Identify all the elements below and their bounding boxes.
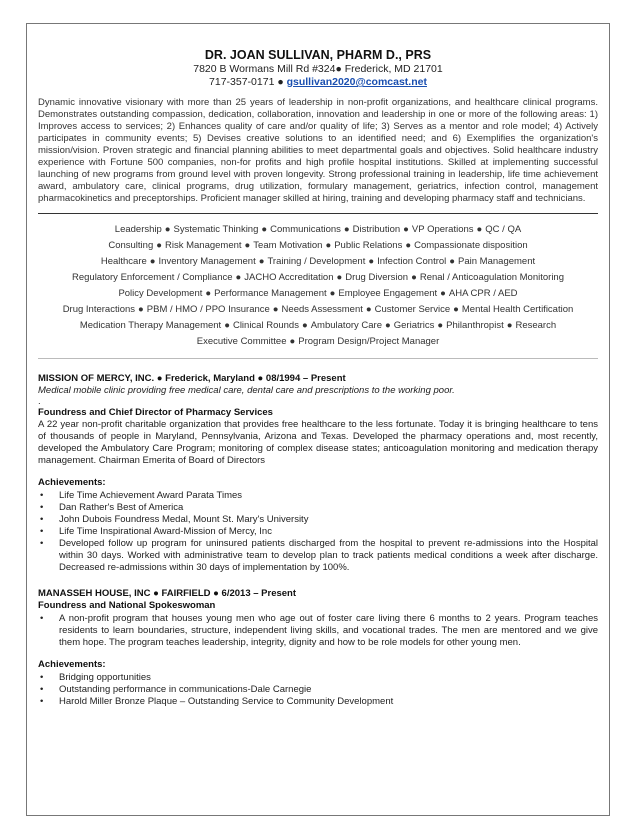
separator-bullet: ● [156,240,162,251]
separator-bullet: ● [244,240,251,251]
skill-item: Policy Development [118,288,203,299]
skill-item: Communications [270,224,341,235]
separator-bullet: ● [403,224,409,235]
separator-bullet: ● [506,320,513,331]
skill-item: Consulting [108,240,154,251]
skill-item: Healthcare [100,256,147,267]
section-divider [38,213,598,220]
separator-bullet: ● [405,240,412,251]
skill-item: Performance Management [214,288,327,299]
skill-item: Philanthropist [446,320,504,331]
separator-bullet: ● [329,288,336,299]
professional-summary: Dynamic innovative visionary with more than 25 years of leadership in non-profit organizations, and healthcare clinical programs. Demonstrates outstanding compassion, dedication, collaboration, innovation and leadership in one or more of the following areas: 1) Improves access to services; 2) Enhances quality of care and/or quality of life; 3) Serves as a mentor and role model; 4) Actively participates in community events; 5) Devises creative solutions to an identified need; and 6) Exemplifies the organization's mission/vision. Proven strategic and financial planning abilities to meet departmental goals and objectives. Solid healthcare industry experience with Fortune 500 companies, non-for profits and high profile hospital institutions. Skilled at implementing successful launching of new programs from ground level with proven longevity. Strong professional training in leadership, life time achievement award, ambulatory care, clinical programs, drug utilization, formulary management, geriatrics, infection control, management pharmacokinetics and preceptorships. Proficient manager skilled at hiring, training and developing pharmacy staff and technicians. [38,97,598,204]
skills-line [38,318,598,334]
bullet-icon: • [40,502,44,513]
bullet-icon: • [40,684,44,695]
separator-bullet: ● [138,304,144,315]
skill-item: Mental Health Certification [461,304,574,315]
candidate-name: DR. JOAN SULLIVAN, PHARM D., PRS [204,48,432,62]
list-item: • Developed follow up program for uninsured patients discharged from the hospital to prevent re-admissions into the Hospital within 30 days. Worked with administrative team to develop plan to track patients medical conditions a week after discharge. Decreased re-admissions within 30 days of implementation by 100%. [40,538,598,573]
list-item: • Life Time Achievement Award Parata Times [40,490,243,501]
skill-item: AHA CPR / AED [448,288,518,299]
skills-line [38,302,598,318]
separator-bullet: ● [411,272,417,283]
achievements-heading: Achievements: [38,477,106,488]
achievements-list [38,490,598,574]
bullet-icon: • [40,672,44,683]
separator-bullet: ● [385,320,391,331]
skill-item: Geriatrics [393,320,435,331]
skill-item: Team Motivation [253,240,323,251]
skill-item: Customer Service [374,304,451,315]
list-item: • Dan Rather's Best of America [40,502,184,513]
job-mission-of-mercy [38,373,598,574]
skills-line [38,238,598,254]
skill-item: Drug Interactions [62,304,136,315]
skill-item: Distribution [352,224,401,235]
skill-item: Infection Control [377,256,447,267]
skill-item: Ambulatory Care [310,320,382,331]
bullet-icon: • [40,526,44,537]
job-bullets [38,613,598,649]
skill-item: Drug Diversion [345,272,409,283]
skill-item: Employee Engagement [338,288,438,299]
job-manasseh-house [38,588,598,708]
skill-item: Executive Committee [196,336,287,347]
skill-item: Risk Management [164,240,242,251]
list-item: • A non-profit program that houses young men who age out of foster care living there 6 months to 2 years. Program teaches residents to learn boundaries, structure, independent living skills, and vocational trades. The men are mentored and we give them hope. The program teaches leadership, integrity, dignity and how to be role models for other young men. [40,613,598,648]
list-item: • Life Time Inspirational Award-Mission of Mercy, Inc [40,526,272,537]
skill-item: Medication Therapy Management [79,320,222,331]
separator-bullet: ● [365,304,372,315]
separator-bullet: ● [289,336,296,347]
bullet-icon: • [40,613,44,624]
skill-item: Compassionate disposition [414,240,528,251]
phone-number: 717-357-0171 ● [209,76,284,88]
email-link[interactable]: gsullivan2020@comcast.net [286,76,427,88]
separator-bullet: ● [224,320,230,331]
job-description: Medical mobile clinic providing free medical care, dental care and prescriptions to the working poor. [38,385,455,396]
bullet-icon: • [40,696,44,707]
bullet-icon: • [40,538,44,549]
skill-item: Needs Assessment [281,304,363,315]
skill-item: JACHO Accreditation [244,272,334,283]
separator-bullet: ● [343,224,350,235]
separator-bullet: ● [164,224,171,235]
skill-item: Leadership [114,224,162,235]
skill-item: VP Operations [411,224,474,235]
skill-item: Program Design/Project Manager [298,336,440,347]
address-line: 7820 B Wormans Mill Rd #324● Frederick, MD 21701 [193,63,443,75]
separator-bullet: ● [301,320,308,331]
achievements-list [38,672,598,708]
list-item: • Harold Miller Bronze Plaque – Outstanding Service to Community Development [40,696,394,707]
skill-item: Training / Development [267,256,366,267]
list-item: • John Dubois Foundress Medal, Mount St. Mary's University [40,514,309,525]
skills-line [38,334,598,350]
resume-page [38,48,598,708]
skills-line [38,222,598,238]
separator-bullet: ● [368,256,375,267]
job-heading: MISSION OF MERCY, INC. ● Frederick, Maryland ● 08/1994 – Present [38,373,346,384]
section-divider-thin [38,358,598,359]
separator-bullet: ● [272,304,279,315]
skills-line [38,254,598,270]
separator-bullet: ● [476,224,483,235]
list-item: • Bridging opportunities [40,672,151,683]
skills-line [38,286,598,302]
skill-item: Clinical Rounds [232,320,299,331]
separator-bullet: ● [258,256,265,267]
achievements-heading: Achievements: [38,659,106,670]
job-title: Foundress and National Spokeswoman [38,600,216,611]
skills-line [38,270,598,286]
bullet-icon: • [40,490,44,501]
separator-bullet: ● [437,320,444,331]
job-paragraph: A 22 year non-profit charitable organization that provides free healthcare to the less fortunate. Today it is bringing healthcare to tens of thousands of people in Maryland, Pennsylvania, Arizona and Texas. Developed the pharmacy operations and, most recently, developed the Ambulatory Care Program; monitoring of complex disease states; anticoagulation monitoring and medication therapy management. Chairman Emerita of Board of Directors [38,419,598,466]
skill-item: Research [515,320,557,331]
separator-bullet: ● [261,224,268,235]
skill-item: Renal / Anticoagulation Monitoring [419,272,565,283]
skill-item: Pain Management [458,256,536,267]
separator-bullet: ● [336,272,343,283]
separator-bullet: ● [453,304,459,315]
skill-item: Regulatory Enforcement / Compliance [71,272,233,283]
separator-bullet: ● [325,240,332,251]
bullet-icon: • [40,514,44,525]
resume-header [38,48,598,89]
separator-bullet: ● [449,256,456,267]
skill-item: Public Relations [334,240,403,251]
skill-item: Systematic Thinking [173,224,259,235]
separator-bullet: ● [440,288,446,299]
skills-block [38,222,598,350]
job-heading: MANASSEH HOUSE, INC ● FAIRFIELD ● 6/2013 – Present [38,588,297,599]
contact-line [38,76,598,89]
separator-bullet: ● [235,272,242,283]
job-title: Foundress and Chief Director of Pharmacy Services [38,407,273,418]
skill-item: Inventory Management [158,256,256,267]
skill-item: PBM / HMO / PPO Insurance [146,304,270,315]
separator-bullet: ● [149,256,156,267]
skill-item: QC / QA [485,224,522,235]
separator-bullet: ● [205,288,212,299]
list-item: • Outstanding performance in communications-Dale Carnegie [40,684,312,695]
stray-period: . [38,396,41,407]
